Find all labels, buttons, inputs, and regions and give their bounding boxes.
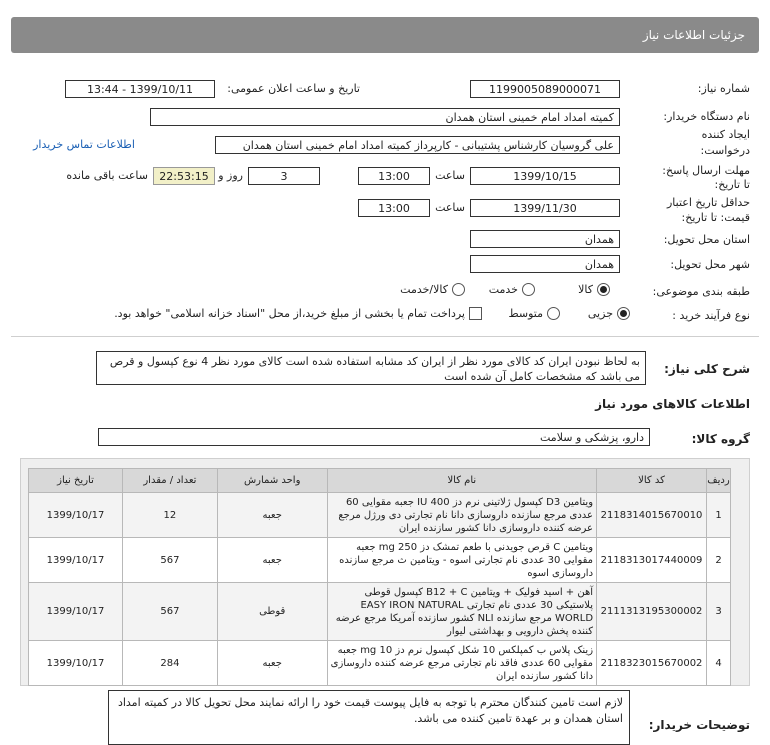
buyer-notes-label: توضیحات خریدار: bbox=[648, 718, 750, 732]
buyer-notes-field: لازم است تامین کنندگان محترم با توجه به فایل پیوست قیمت خود را ارائه نمایند محل تحویل کالا در کمیته امداد استان همدان و بر عهدة تامین کننده می باشد. bbox=[108, 690, 630, 745]
price-validity-label-line1: حداقل تاریخ اعتبار bbox=[666, 196, 750, 209]
announce-datetime-field: 1399/10/11 - 13:44 bbox=[65, 80, 215, 98]
goods-section-title: اطلاعات کالاهای مورد نیاز bbox=[595, 397, 750, 411]
checkbox-icon[interactable] bbox=[469, 307, 482, 320]
description-field: به لحاظ نبودن ایران کد کالای مورد نظر از ایران کد مشابه استفاده شده است کالای مورد نظر 4 نوع کپسول و قرص می باشد که مشخصات کامل آن شده است bbox=[96, 351, 646, 385]
cell-row: 4 bbox=[707, 641, 731, 686]
description-label: شرح کلی نیاز: bbox=[664, 362, 750, 376]
header-bar bbox=[11, 17, 759, 53]
goods-group-field: دارو، پزشکی و سلامت bbox=[98, 428, 650, 446]
delivery-city-field: همدان bbox=[470, 255, 620, 273]
cell-unit: جعبه bbox=[217, 538, 327, 583]
remaining-days-label: روز و bbox=[218, 169, 243, 182]
category-option-goods-service[interactable]: کالا/خدمت bbox=[400, 283, 465, 296]
price-validity-time-label: ساعت bbox=[435, 201, 465, 214]
purchase-process-label: نوع فرآیند خرید : bbox=[672, 309, 750, 322]
cell-name: ویتامین C قرص جویدنی با طعم تمشک دز 250 mg جعبه مقوایی 30 عددی نام تجارتی اسوه - ویتامین ث مرجع سازنده داروسازی اسوه bbox=[327, 538, 596, 583]
cell-code: 2111313195300002 bbox=[597, 583, 707, 641]
remaining-time-field: 22:53:15 bbox=[153, 167, 215, 185]
price-validity-time-field: 13:00 bbox=[358, 199, 430, 217]
requester-label-line1: ایجاد کننده bbox=[701, 128, 750, 141]
cell-name: ویتامین D3 کپسول ژلاتینی نرم دز 400 IU جعبه مقوایی 60 عددی مرجع سازنده داروسازی دانا نام تجارتی دی ورژل مرجع عرضه کننده داروسازی دانا کشور سازنده ایران bbox=[327, 493, 596, 538]
requester-field: علی گروسیان کارشناس پشتیبانی - کارپرداز کمیته امداد امام خمینی استان همدان bbox=[215, 136, 620, 154]
process-option-minor[interactable]: جزیی bbox=[588, 307, 630, 320]
buyer-contact-link[interactable]: اطلاعات تماس خریدار bbox=[33, 138, 135, 151]
table-row bbox=[29, 493, 731, 538]
radio-icon[interactable] bbox=[522, 283, 535, 296]
col-header-code: کد کالا bbox=[597, 469, 707, 493]
delivery-province-field: همدان bbox=[470, 230, 620, 248]
cell-qty: 567 bbox=[122, 538, 217, 583]
cell-name: زینک پلاس ب کمپلکس 10 شکل کپسول نرم دز 10 mg جعبه مقوایی 60 عددی فاقد نام تجارتی مرجع عرضه کننده داروسازی دانا کشور سازنده ایران bbox=[327, 641, 596, 686]
table-row bbox=[29, 583, 731, 641]
reply-deadline-time-label: ساعت bbox=[435, 169, 465, 182]
buyer-org-label: نام دستگاه خریدار: bbox=[663, 110, 750, 123]
remaining-time-label: ساعت باقی مانده bbox=[66, 169, 148, 182]
goods-group-label: گروه کالا: bbox=[691, 432, 750, 446]
reply-deadline-label-line1: مهلت ارسال پاسخ: bbox=[662, 164, 750, 177]
cell-code: 2118313017440009 bbox=[597, 538, 707, 583]
price-validity-label-line2: قیمت: تا تاریخ: bbox=[681, 211, 750, 224]
category-option-goods[interactable]: کالا bbox=[578, 283, 610, 296]
reply-deadline-date-field: 1399/10/15 bbox=[470, 167, 620, 185]
process-option-medium[interactable]: متوسط bbox=[508, 307, 560, 320]
announce-datetime-label: تاریخ و ساعت اعلان عمومی: bbox=[227, 82, 360, 95]
cell-row: 3 bbox=[707, 583, 731, 641]
col-header-row: ردیف bbox=[707, 469, 731, 493]
price-validity-date-field: 1399/11/30 bbox=[470, 199, 620, 217]
col-header-unit: واحد شمارش bbox=[217, 469, 327, 493]
radio-selected-icon[interactable] bbox=[617, 307, 630, 320]
cell-unit: جعبه bbox=[217, 641, 327, 686]
treasury-payment-checkbox-row[interactable]: پرداخت تمام یا بخشی از مبلغ خرید،از محل "اسناد خزانه اسلامی" خواهد بود. bbox=[114, 307, 482, 320]
category-label: طبقه بندی موضوعی: bbox=[652, 285, 750, 298]
cell-date: 1399/10/17 bbox=[29, 641, 123, 686]
cell-code: 2118323015670002 bbox=[597, 641, 707, 686]
cell-unit: قوطی bbox=[217, 583, 327, 641]
reply-deadline-label-line2: تا تاریخ: bbox=[714, 178, 750, 191]
buyer-org-field: کمیته امداد امام خمینی استان همدان bbox=[150, 108, 620, 126]
need-number-label: شماره نیاز: bbox=[697, 82, 750, 95]
delivery-city-label: شهر محل تحویل: bbox=[670, 258, 750, 271]
radio-selected-icon[interactable] bbox=[597, 283, 610, 296]
radio-icon[interactable] bbox=[547, 307, 560, 320]
cell-date: 1399/10/17 bbox=[29, 538, 123, 583]
table-header-row bbox=[29, 469, 731, 493]
cell-date: 1399/10/17 bbox=[29, 583, 123, 641]
table-row bbox=[29, 538, 731, 583]
need-number-field: 1199005089000071 bbox=[470, 80, 620, 98]
delivery-province-label: استان محل تحویل: bbox=[663, 233, 750, 246]
cell-name: آهن + اسید فولیک + ویتامین B12 + C کپسول قوطی پلاستیکی 30 عددی نام تجارتی EASY IRON NATURAL WORLD مرجع سازنده NLI کشور سازنده آمریکا مرجع عرضه کننده پخش دارویی و بهداشتی لیوار bbox=[327, 583, 596, 641]
col-header-qty: تعداد / مقدار bbox=[122, 469, 217, 493]
reply-deadline-time-field: 13:00 bbox=[358, 167, 430, 185]
table-row bbox=[29, 641, 731, 686]
cell-row: 1 bbox=[707, 493, 731, 538]
cell-qty: 12 bbox=[122, 493, 217, 538]
page-title: جزئیات اطلاعات نیاز bbox=[642, 28, 745, 42]
cell-date: 1399/10/17 bbox=[29, 493, 123, 538]
cell-code: 2118314015670010 bbox=[597, 493, 707, 538]
col-header-date: تاریخ نیاز bbox=[29, 469, 123, 493]
category-option-service[interactable]: خدمت bbox=[489, 283, 535, 296]
requester-label-line2: درخواست: bbox=[700, 144, 750, 157]
remaining-days-field: 3 bbox=[248, 167, 320, 185]
cell-row: 2 bbox=[707, 538, 731, 583]
col-header-name: نام کالا bbox=[327, 469, 596, 493]
radio-icon[interactable] bbox=[452, 283, 465, 296]
cell-unit: جعبه bbox=[217, 493, 327, 538]
cell-qty: 284 bbox=[122, 641, 217, 686]
divider bbox=[11, 336, 759, 337]
items-table bbox=[28, 468, 731, 686]
cell-qty: 567 bbox=[122, 583, 217, 641]
